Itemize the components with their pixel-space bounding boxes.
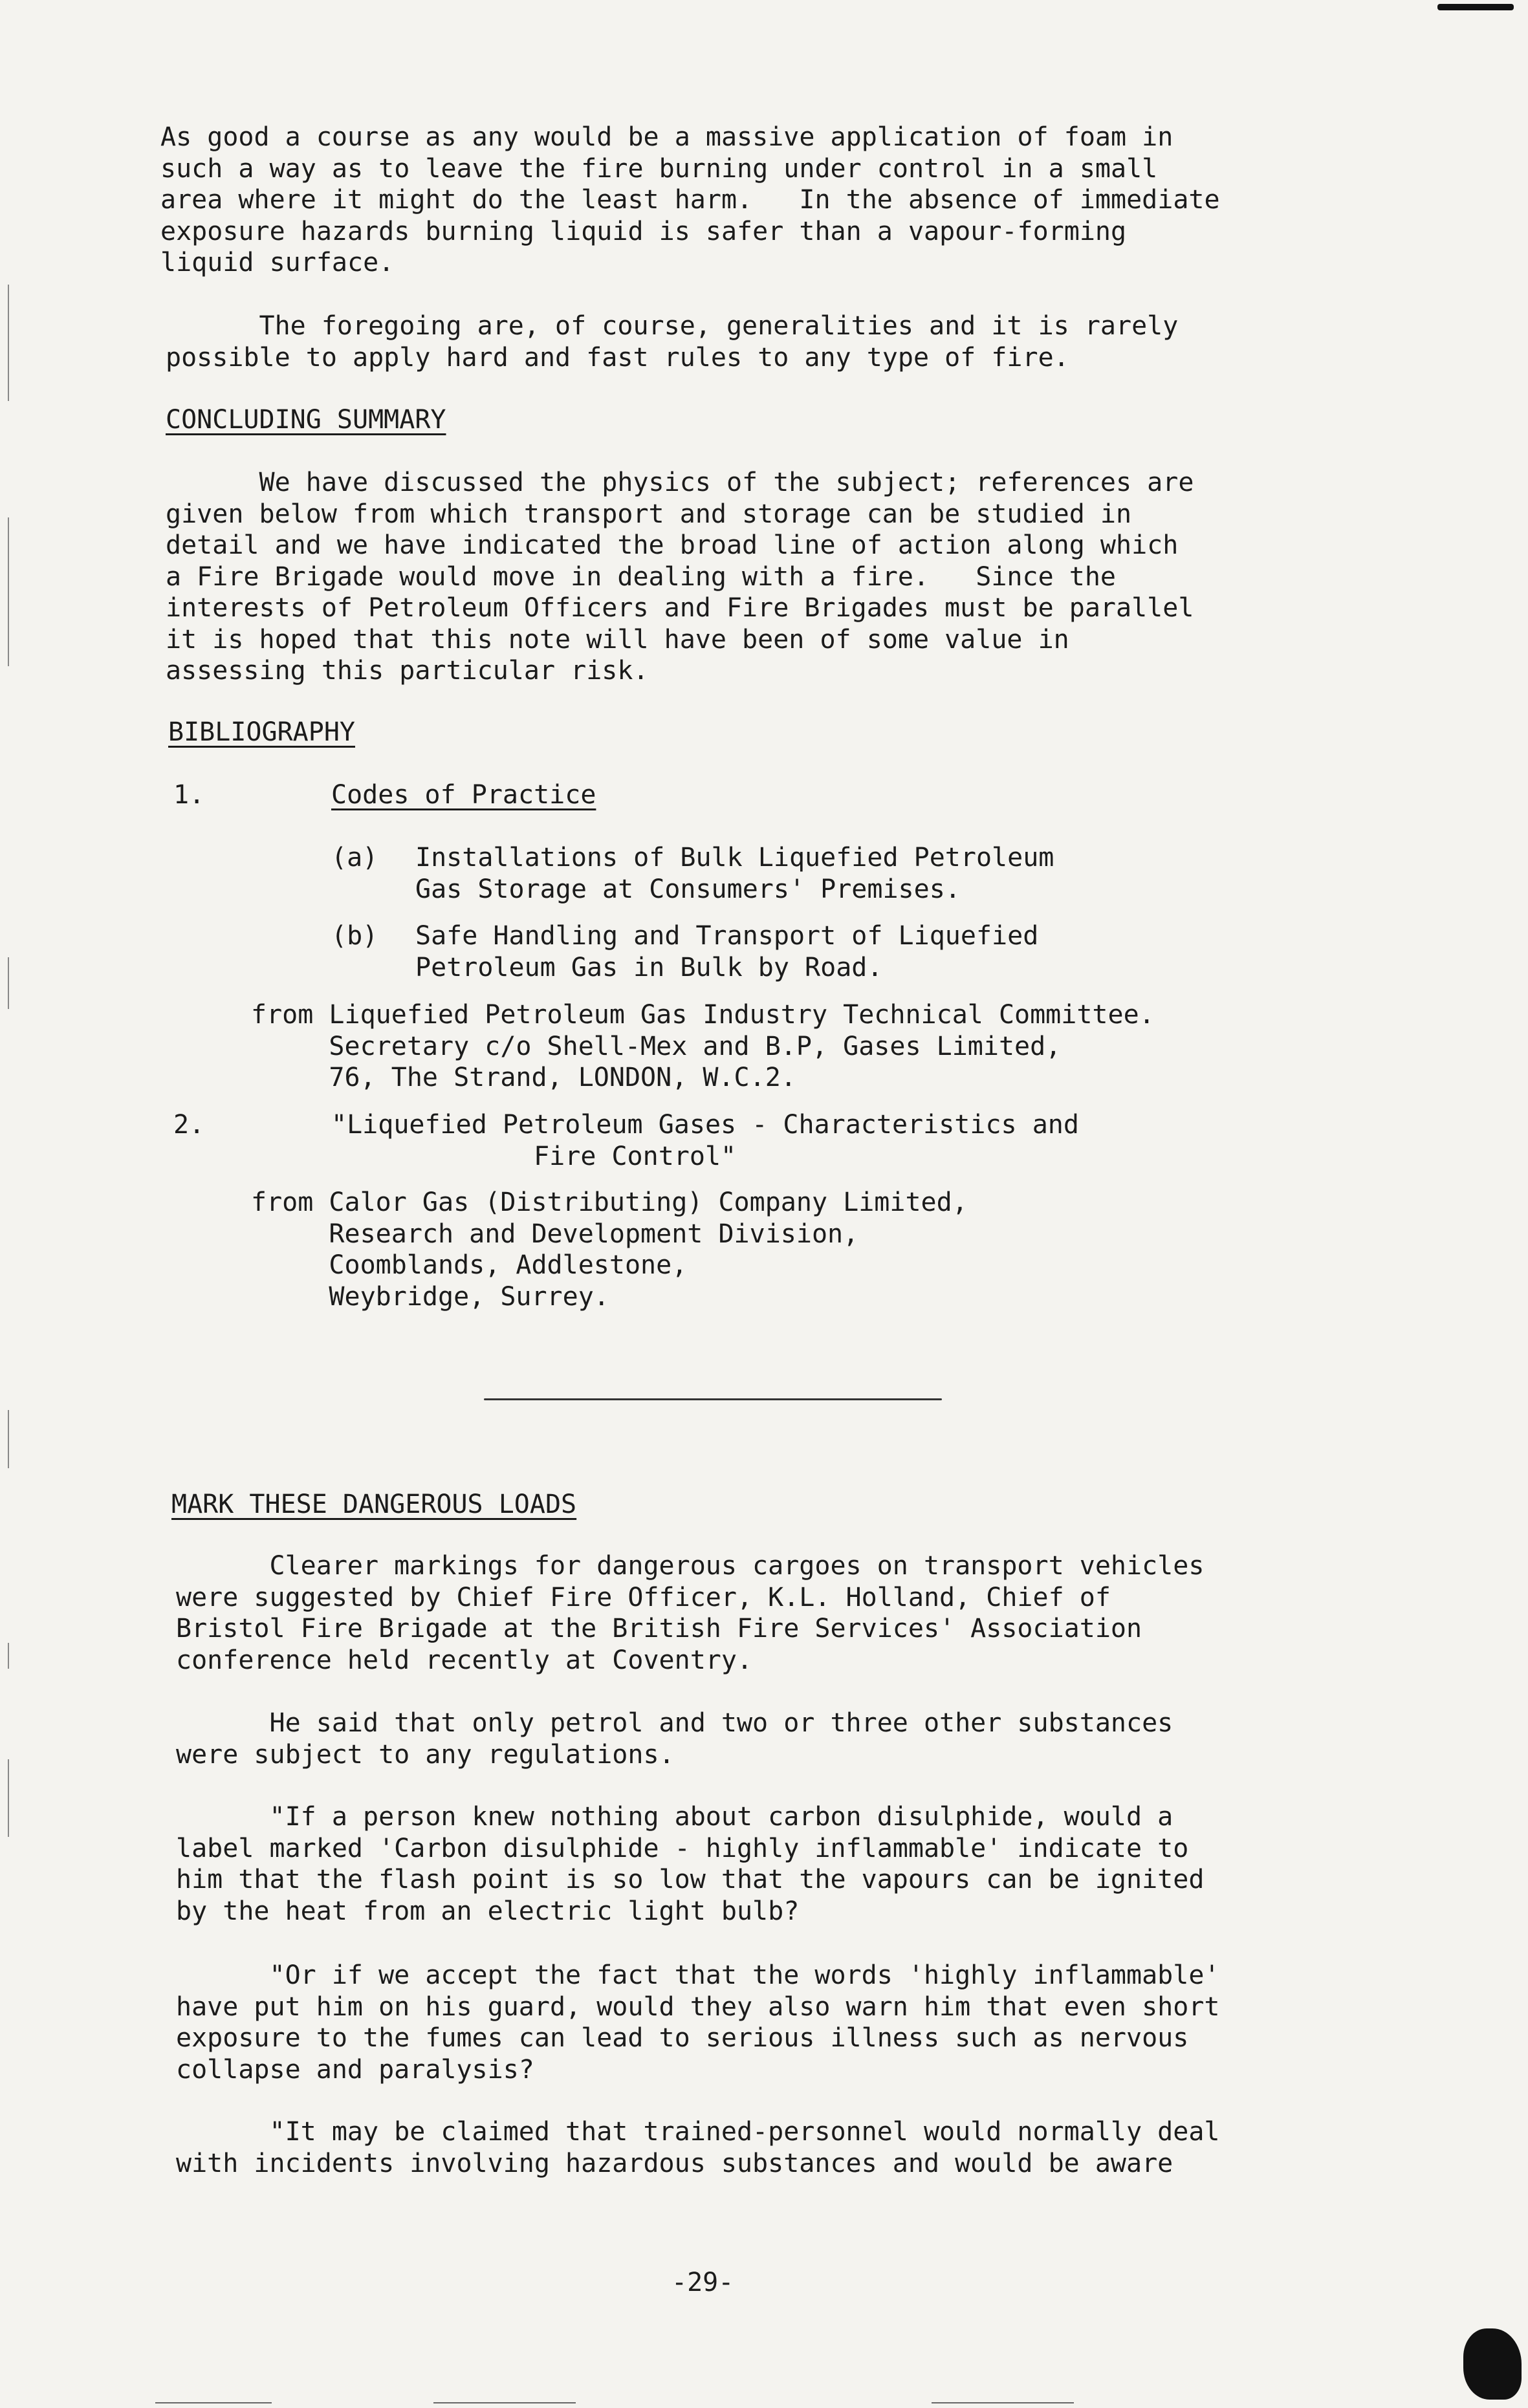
- intro-paragraph-2: The foregoing are, of course, generalities and it is rarely possible to apply hard and fast rules to any type of fire.: [166, 311, 1179, 373]
- scan-mark-bottom-right: [1463, 2328, 1522, 2400]
- bibliography-item-1-number: 1.: [173, 780, 205, 810]
- intro-paragraph-1: As good a course as any would be a massive application of foam in such a way as to leave the fire burning under control in a small area where it might do the least harm. In the absence of immediate exposure hazards burning liquid is safer than a vapour-forming liquid surface.: [160, 122, 1220, 277]
- article-paragraph-3: "If a person knew nothing about carbon disulphide, would a label marked 'Carbon disulphide - highly inflammable' indicate to him that the flash point is so low that the vapours can be ignited by the heat from an electric light bulb?: [176, 1802, 1205, 1926]
- bibliography-item-1b-text: Safe Handling and Transport of Liquefied Petroleum Gas in Bulk by Road.: [415, 921, 1039, 982]
- bibliography-item-2-title: "Liquefied Petroleum Gases - Characteristics and Fire Control": [331, 1110, 1079, 1171]
- bibliography-item-1-source: from Liquefied Petroleum Gas Industry Technical Committee. Secretary c/o Shell-Mex and B.P, Gases Limited, 76, The Strand, LONDON, W.C.2.: [251, 1000, 1155, 1092]
- scan-footer-line-3: [932, 2402, 1074, 2403]
- bibliography-item-1b-label: (b): [331, 921, 378, 951]
- bibliography-item-1a-text: Installations of Bulk Liquefied Petroleum Gas Storage at Consumers' Premises.: [415, 843, 1054, 904]
- bibliography-item-1-title: Codes of Practice: [331, 780, 596, 810]
- section-separator: [484, 1398, 942, 1400]
- article-heading: MARK THESE DANGEROUS LOADS: [171, 1490, 577, 1519]
- scan-mark-top-right: [1437, 4, 1514, 10]
- bibliography-item-2-source: from Calor Gas (Distributing) Company Limited, Research and Development Division, Coomblands, Addlestone, Weybridge, Surrey.: [251, 1188, 968, 1312]
- concluding-summary-heading: CONCLUDING SUMMARY: [166, 405, 446, 435]
- scan-edge-left-1: [8, 285, 9, 401]
- scan-footer-line-1: [155, 2402, 272, 2403]
- scan-edge-left-3: [8, 957, 9, 1009]
- bibliography-item-2-number: 2.: [173, 1110, 205, 1140]
- scan-footer-line-2: [433, 2402, 576, 2403]
- scan-edge-left-5: [8, 1643, 9, 1669]
- article-paragraph-5: "It may be claimed that trained-personnel would normally deal with incidents involving hazardous substances and would be aware: [176, 2117, 1220, 2178]
- article-paragraph-4: "Or if we accept the fact that the words 'highly inflammable' have put him on his guard, would they also warn him that even short exposure to the fumes can lead to serious illness such as nervous collapse and paralysis?: [176, 1960, 1220, 2085]
- article-paragraph-2: He said that only petrol and two or three other substances were subject to any regulations.: [176, 1708, 1173, 1770]
- article-paragraph-1: Clearer markings for dangerous cargoes on transport vehicles were suggested by Chief Fire Officer, K.L. Holland, Chief of Bristol Fire Brigade at the British Fire Services' Association conference held recently at Coventry.: [176, 1551, 1205, 1675]
- page-number: -29-: [671, 2268, 734, 2297]
- bibliography-heading: BIBLIOGRAPHY: [168, 717, 355, 747]
- bibliography-item-1a-label: (a): [331, 843, 378, 873]
- concluding-summary-body: We have discussed the physics of the subject; references are given below from which transport and storage can be studied in detail and we have indicated the broad line of action along which a Fire Brigade would move in dealing with a fire. Since the interests of Petroleum Officers and Fire Brigades must be parallel it is hoped that this note will have been of some value in assessing this particular risk.: [166, 468, 1194, 686]
- scan-edge-left-2: [8, 517, 9, 666]
- scan-edge-left-4: [8, 1410, 9, 1468]
- scan-edge-left-6: [8, 1759, 9, 1837]
